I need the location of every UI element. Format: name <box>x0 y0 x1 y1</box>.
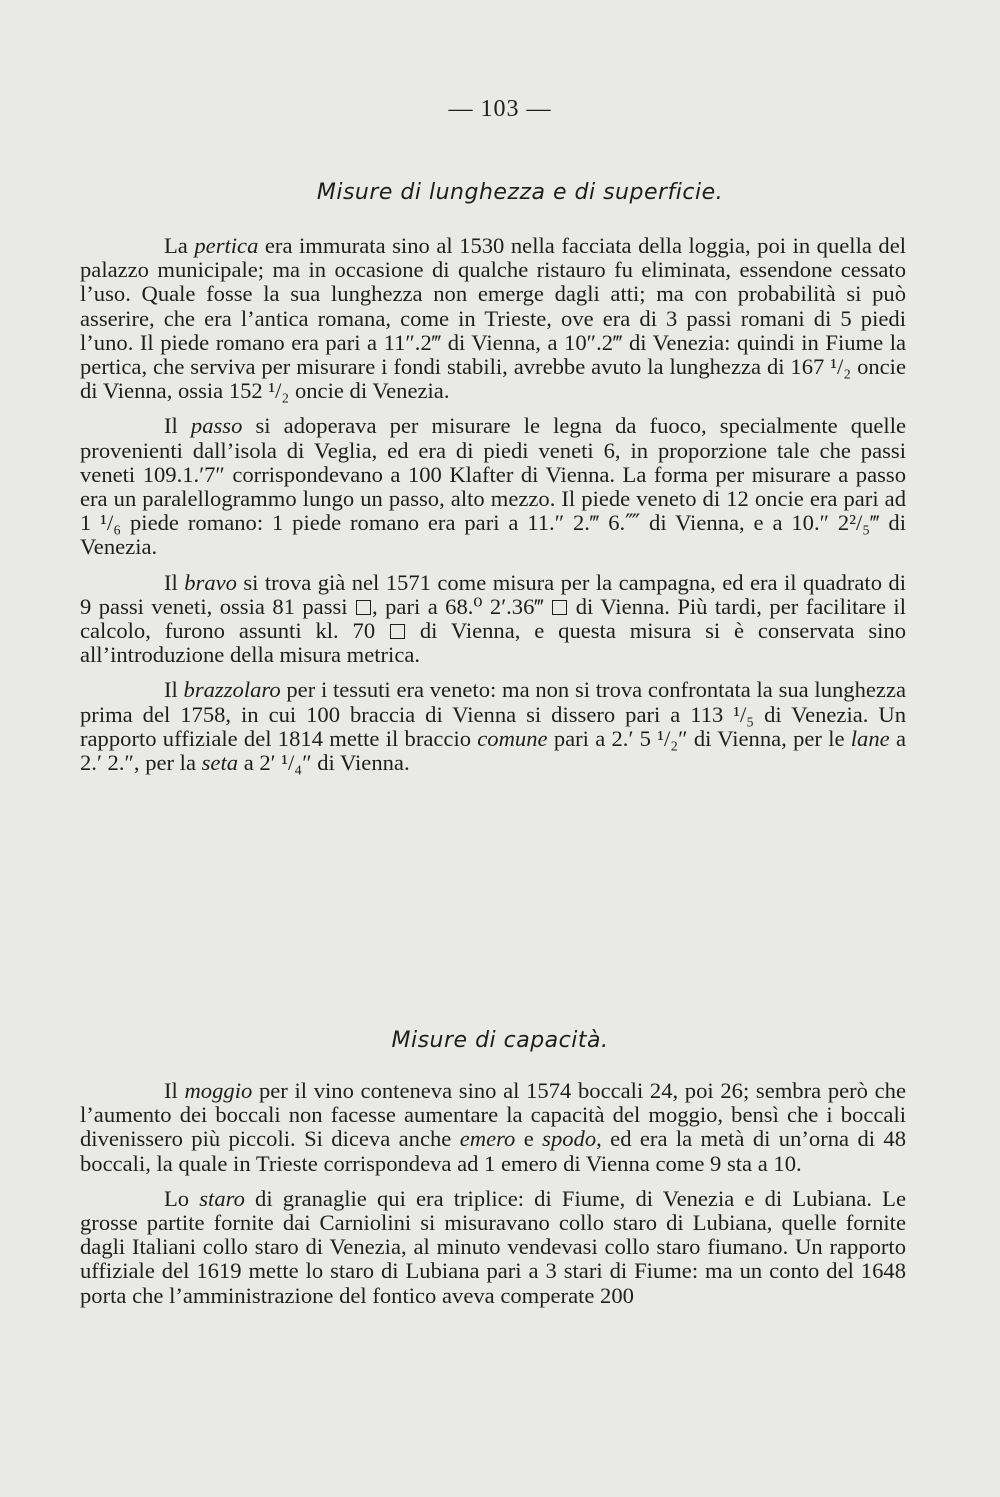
square-symbol-icon <box>390 624 405 639</box>
term-moggio: moggio <box>184 1078 253 1103</box>
paragraph-brazzolaro: Il brazzolaro per i tessuti era veneto: ma non si trova confrontata la sua lunghezza prima del 1758, in cui 100 braccia di Vienna si dissero pari a 113 ¹/₅ di Venezia. Un rapporto uffiziale del 1814 mette il braccio comune pari a 2.′ 5 ¹/₂″ di Vienna, per le lane a 2.′ 2.″, per la seta a 2′ ¹/₄″ di Vienna. <box>80 677 906 776</box>
term-staro: staro <box>199 1185 245 1211</box>
section-title-capacity: Misure di capacità. <box>391 1028 609 1053</box>
term-bravo: bravo <box>184 569 237 595</box>
square-symbol-icon <box>356 600 371 615</box>
term-lane: lane <box>850 725 890 751</box>
page-number: — 103 — <box>448 96 552 122</box>
term-spodo: spodo <box>542 1126 597 1152</box>
term-brazzolaro: brazzolaro <box>183 677 281 703</box>
square-symbol-icon <box>552 600 567 615</box>
term-passo: passo <box>190 413 243 439</box>
paragraph-moggio: Il moggio per il vino conteneva sino al 1574 boccali 24, poi 26; sembra però che l’aumento dei boccali non facesse aumentare la capacità del moggio, bensì che i boccali divenissero più piccoli. Si diceva anche emero e spodo, ed era la metà di un’orna di 48 boccali, la quale in Trieste corrispondeva ad 1 emero di Vienna come 9 sta a 10. <box>80 1078 907 1176</box>
term-comune: comune <box>477 725 548 751</box>
section-body-length-area <box>80 234 906 786</box>
term-seta: seta <box>201 750 239 776</box>
paragraph-bravo: Il bravo si trova già nel 1571 come misura per la campagna, ed era il quadrato di 9 passi veneti, ossia 81 passi , pari a 68.⁰ 2′.36‴ di Vienna. Più tardi, per facilitare il calcolo, furono assunti kl. 70 di Vienna, e questa misura si è conservata sino all’introduzione della misura metrica. <box>80 569 907 668</box>
term-emero: emero <box>459 1126 516 1152</box>
section-body-capacity <box>80 1079 906 1319</box>
paragraph-pertica: La pertica era immurata sino al 1530 nella facciata della loggia, poi in quella del palazzo municipale; ma in occasione di qualche ristauro fu eliminata, essendone cessato l’uso. Quale fosse la sua lunghezza non emerge dagli atti; ma con probabilità si può asserire, che era l’antica romana, come in Trieste, ove era di 3 passi romani di 5 piedi l’uno. Il piede romano era pari a 11″.2‴ di Vienna, a 10″.2‴ di Venezia: quindi in Fiume la pertica, che serviva per misurare i fondi stabili, avrebbe avuto la lunghezza di 167 ¹/₂ oncie di Vienna, ossia 152 ¹/₂ oncie di Venezia. <box>80 233 907 404</box>
term-pertica: pertica <box>194 233 259 258</box>
paragraph-staro: Lo staro di granaglie qui era triplice: di Fiume, di Venezia e di Lubiana. Le grosse partite fornite dai Carniolini si misuravano collo staro di Lubiana, quelle fornite dagli Italiani collo staro di Venezia, al minuto vendevasi collo staro fiumano. Un rapporto uffiziale del 1619 mette lo staro di Lubiana pari a 3 stari di Fiume: ma un conto del 1648 porta che l’amministrazione del fontico aveva comperate 200 <box>80 1185 906 1308</box>
paragraph-passo: Il passo si adoperava per misurare le legna da fuoco, specialmente quelle provenienti dall’isola di Veglia, ed era di piedi veneti 6, in proporzione tale che passi veneti 109.1.′7″ corrispondevano a 100 Klafter di Vienna. La forma per misurare a passo era un paralellogrammo lungo un passo, alto mezzo. Il piede veneto di 12 oncie era pari ad 1 ¹/₆ piede romano: 1 piede romano era pari a 11.″ 2.‴ 6.⁗ di Vienna, e a 10.″ 2²/₅‴ di Venezia. <box>80 413 906 560</box>
section-title-length-area: Misure di lunghezza e di superficie. <box>316 180 724 205</box>
